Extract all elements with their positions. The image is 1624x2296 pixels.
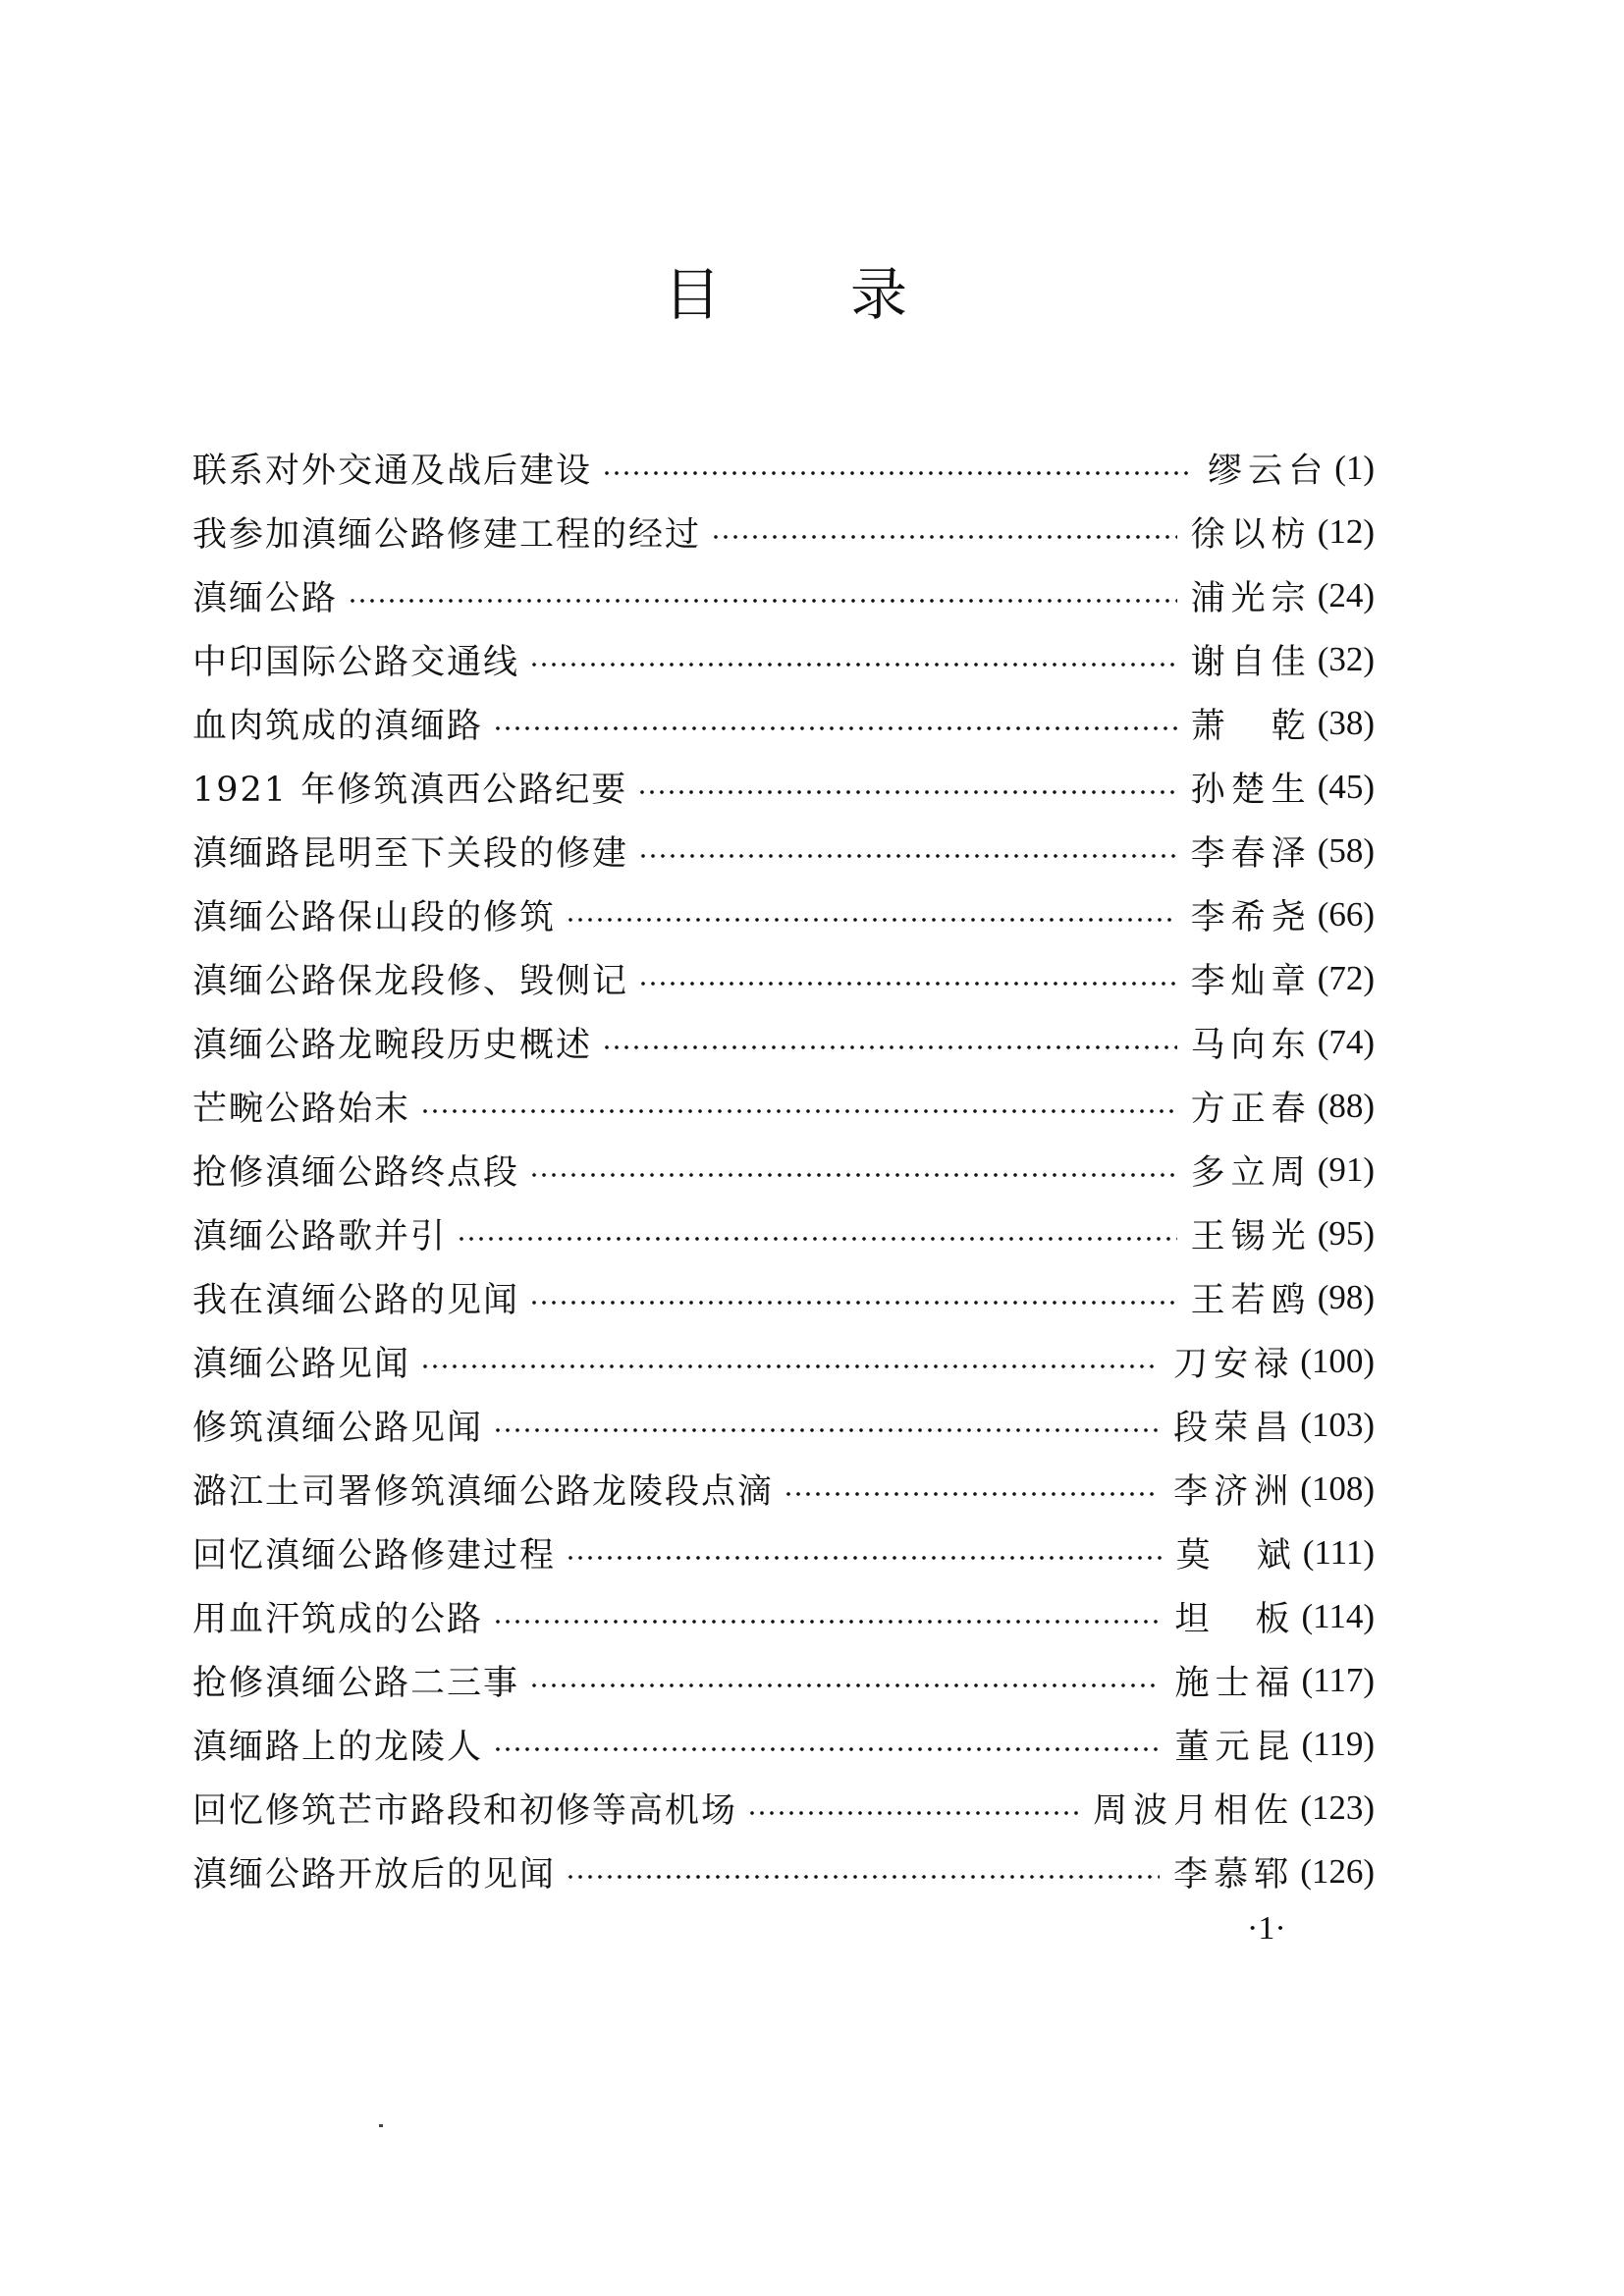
dot-leader (493, 1426, 1160, 1434)
entry-title: 中印国际公路交通线 (192, 642, 520, 682)
dot-leader (529, 661, 1177, 668)
dot-leader (638, 980, 1177, 988)
entry-title: 滇缅公路歌并引 (192, 1216, 448, 1256)
toc-entry[interactable] (192, 1648, 1375, 1712)
toc-entry[interactable] (192, 1776, 1375, 1840)
entry-author: 浦光宗 (1190, 578, 1312, 618)
dot-leader (566, 1554, 1163, 1562)
entry-author: 施士福 (1174, 1663, 1296, 1703)
dot-leader (566, 1873, 1160, 1881)
entry-author: 李希尧 (1190, 897, 1312, 937)
dot-leader (784, 1490, 1160, 1498)
entry-author: 周波月相佐 (1093, 1790, 1295, 1831)
toc-entry[interactable] (192, 946, 1375, 1010)
entry-title: 血肉筑成的滇缅路 (192, 706, 484, 746)
entry-author: 马向东 (1190, 1025, 1312, 1065)
entry-page: (88) (1317, 1086, 1375, 1125)
entry-title: 滇缅公路 (192, 578, 339, 618)
toc-entry[interactable] (192, 1521, 1375, 1584)
entry-author: 多立周 (1190, 1152, 1312, 1193)
toc-entry[interactable] (192, 691, 1375, 755)
toc-entry[interactable] (192, 563, 1375, 627)
entry-title: 滇缅路昆明至下关段的修建 (192, 833, 629, 874)
page-number: ·1· (1247, 1910, 1286, 1947)
toc-entry[interactable] (192, 1329, 1375, 1393)
toc-entry[interactable] (192, 819, 1375, 882)
entry-page: (108) (1300, 1468, 1375, 1508)
entry-page: (123) (1300, 1788, 1375, 1827)
dot-leader (420, 1107, 1177, 1115)
entry-page: (12) (1317, 511, 1375, 551)
entry-author: 孙楚生 (1190, 770, 1312, 810)
entry-page: (24) (1317, 575, 1375, 614)
toc-entry[interactable] (192, 755, 1375, 819)
entry-author: 莫 斌 (1175, 1535, 1297, 1575)
toc-entry[interactable] (192, 1265, 1375, 1329)
table-of-contents (192, 436, 1375, 1903)
toc-entry[interactable] (192, 1584, 1375, 1648)
dot-leader (529, 1171, 1177, 1179)
entry-title: 回忆修筑芒市路段和初修等高机场 (192, 1790, 738, 1831)
entry-author: 谢自佳 (1190, 642, 1312, 682)
dot-leader (747, 1809, 1079, 1817)
entry-title: 抢修滇缅公路二三事 (192, 1663, 520, 1703)
entry-author: 王若鸥 (1190, 1280, 1312, 1320)
entry-page: (119) (1301, 1724, 1375, 1763)
dot-leader (529, 1299, 1177, 1307)
entry-title: 回忆滇缅公路修建过程 (192, 1535, 557, 1575)
dot-leader (493, 1618, 1161, 1626)
entry-title: 滇缅公路开放后的见闻 (192, 1854, 557, 1895)
entry-author: 缪云台 (1208, 451, 1329, 491)
entry-page: (74) (1317, 1022, 1375, 1061)
entry-author: 刀安禄 (1173, 1344, 1295, 1384)
entry-page: (114) (1301, 1596, 1375, 1635)
toc-entry[interactable] (192, 1201, 1375, 1265)
toc-entry[interactable] (192, 1074, 1375, 1138)
entry-page: (66) (1317, 894, 1375, 934)
dot-leader (493, 1745, 1161, 1753)
entry-author: 方正春 (1190, 1089, 1312, 1129)
dot-leader (602, 1043, 1177, 1051)
entry-title: 潞江土司署修筑滇缅公路龙陵段点滴 (192, 1471, 775, 1512)
entry-page: (100) (1300, 1341, 1375, 1380)
entry-title: 用血汗筑成的公路 (192, 1599, 484, 1639)
entry-title: 滇缅公路保龙段修、毁侧记 (192, 961, 629, 1001)
entry-page: (111) (1302, 1532, 1375, 1572)
entry-author: 李慕郓 (1173, 1854, 1295, 1895)
dot-leader (637, 788, 1176, 796)
entry-author: 坦 板 (1174, 1599, 1296, 1639)
entry-title: 滇缅公路保山段的修筑 (192, 897, 557, 937)
entry-title: 联系对外交通及战后建设 (192, 451, 593, 491)
entry-author: 李春泽 (1190, 833, 1312, 874)
entry-title: 我参加滇缅公路修建工程的经过 (192, 514, 702, 555)
entry-page: (45) (1317, 767, 1375, 806)
toc-entry[interactable] (192, 882, 1375, 946)
entry-author: 段荣昌 (1173, 1408, 1295, 1448)
entry-page: (1) (1334, 448, 1375, 487)
toc-heading-char-2: 录 (850, 261, 908, 328)
dot-leader (638, 852, 1177, 860)
entry-page: (32) (1317, 639, 1375, 678)
dot-leader (529, 1682, 1161, 1689)
toc-entry[interactable] (192, 1393, 1375, 1457)
toc-entry[interactable] (192, 436, 1375, 500)
entry-author: 董元昆 (1174, 1727, 1296, 1767)
entry-author: 李灿章 (1190, 961, 1312, 1001)
entry-page: (95) (1317, 1213, 1375, 1253)
toc-entry[interactable] (192, 1138, 1375, 1201)
entry-title: 我在滇缅公路的见闻 (192, 1280, 520, 1320)
entry-title: 抢修滇缅公路终点段 (192, 1152, 520, 1193)
entry-page: (117) (1301, 1660, 1375, 1699)
dot-leader (420, 1362, 1160, 1370)
entry-title: 滇缅公路见闻 (192, 1344, 411, 1384)
toc-heading-char-1: 目 (664, 261, 722, 328)
scan-speck (379, 2124, 383, 2127)
toc-entry[interactable] (192, 1712, 1375, 1776)
entry-title: 滇缅路上的龙陵人 (192, 1727, 484, 1767)
entry-page: (91) (1317, 1149, 1375, 1189)
toc-entry[interactable] (192, 1840, 1375, 1903)
dot-leader (602, 469, 1194, 477)
entry-page: (58) (1317, 830, 1375, 870)
entry-title: 芒畹公路始末 (192, 1089, 411, 1129)
dot-leader (566, 916, 1177, 924)
toc-entry[interactable] (192, 1457, 1375, 1521)
entry-author: 李济洲 (1173, 1471, 1295, 1512)
dot-leader (711, 533, 1177, 541)
toc-entry[interactable] (192, 500, 1375, 563)
toc-entry[interactable] (192, 1010, 1375, 1074)
entry-page: (98) (1317, 1277, 1375, 1316)
entry-page: (38) (1317, 703, 1375, 742)
entry-page: (72) (1317, 958, 1375, 997)
entry-title: 1921 年修筑滇西公路纪要 (192, 770, 628, 810)
entry-title: 滇缅公路龙畹段历史概述 (192, 1025, 593, 1065)
entry-author: 王锡光 (1190, 1216, 1312, 1256)
entry-author: 徐以枋 (1190, 514, 1312, 555)
entry-page: (126) (1300, 1851, 1375, 1891)
dot-leader (457, 1235, 1177, 1243)
dot-leader (493, 724, 1177, 732)
toc-entry[interactable] (192, 627, 1375, 691)
entry-title: 修筑滇缅公路见闻 (192, 1408, 484, 1448)
entry-author: 萧 乾 (1190, 706, 1312, 746)
entry-page: (103) (1300, 1405, 1375, 1444)
dot-leader (348, 597, 1177, 605)
